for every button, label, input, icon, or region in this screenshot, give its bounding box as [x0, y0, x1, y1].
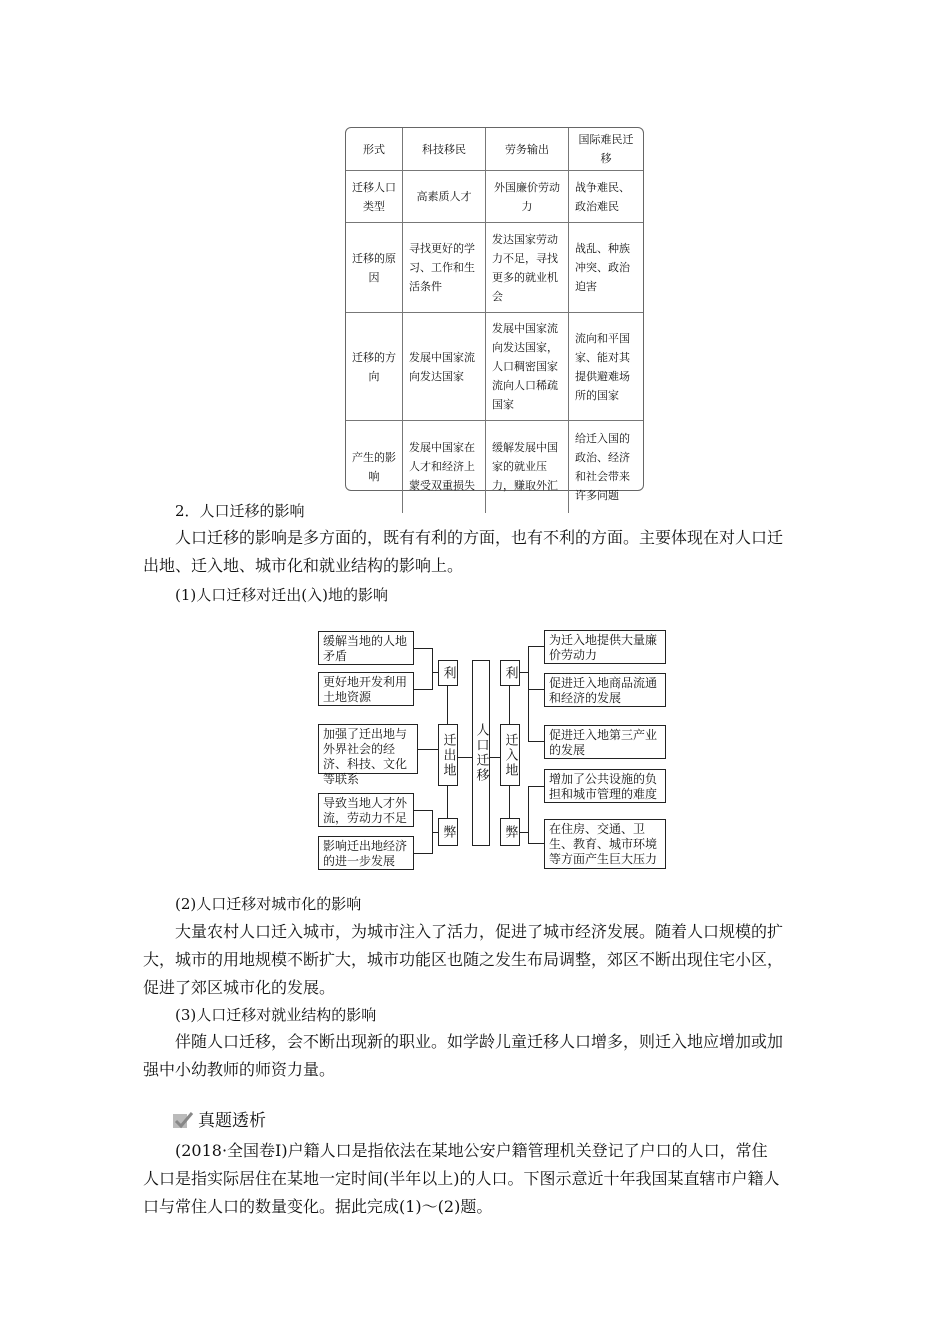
table-cell: 战乱、种族冲突、政治迫害 [569, 223, 644, 313]
paragraph-line: 大，城市的用地规模不断扩大，城市功能区也随之发生布局调整，郊区不断出现住宅小区， [143, 950, 784, 969]
diagram-box: 加强了迁出地与外界社会的经济、科技、文化等联系 [318, 724, 418, 774]
diagram-box: 影响迁出地经济的进一步发展 [318, 836, 414, 870]
table-cell: 流向和平国家、能对其提供避难场所的国家 [569, 313, 644, 421]
paragraph-line: 大量农村人口迁入城市，为城市注入了活力，促进了城市经济发展。随着人口规模的扩 [175, 922, 784, 941]
section-heading: 2．人口迁移的影响 [175, 502, 305, 520]
table-row [346, 421, 643, 513]
subheading: (3)人口迁移对就业结构的影响 [175, 1006, 377, 1024]
table-cell: 缓解发展中国家的就业压力，赚取外汇 [486, 421, 569, 513]
diagram-label-in: 迁入地 [500, 724, 520, 786]
paragraph-line: 促进了郊区城市化的发展。 [143, 978, 336, 997]
paragraph-line: (2018·全国卷Ⅰ)户籍人口是指依法在某地公安户籍管理机关登记了户口的人口，常住 [175, 1141, 768, 1160]
paragraph-line: 出地、迁入地、城市化和就业结构的影响上。 [143, 556, 464, 575]
table-cell: 迁移的原因 [346, 223, 403, 313]
diagram-box: 促进迁入地第三产业的发展 [544, 725, 666, 759]
table-header-cell: 国际难民迁移 [569, 128, 644, 171]
paragraph-line: 人口迁移的影响是多方面的，既有有利的方面，也有不利的方面。主要体现在对人口迁 [175, 528, 784, 547]
paragraph-line: 强中小幼教师的师资力量。 [143, 1060, 336, 1079]
diagram-label-bi-right: 弊 [500, 818, 520, 846]
table-cell: 寻找更好的学习、工作和生活条件 [403, 223, 486, 313]
diagram-box: 促进迁入地商品流通和经济的发展 [544, 673, 666, 707]
table-header-cell: 科技移民 [403, 128, 486, 171]
paragraph-line: 人口是指实际居住在某地一定时间(半年以上)的人口。下图示意近十年我国某直辖市户籍人 [143, 1169, 780, 1188]
diagram-label-out: 迁出地 [438, 724, 458, 786]
diagram-box: 在住房、交通、卫生、教育、城市环境等方面产生巨大压力 [544, 819, 666, 869]
diagram-box: 更好地开发利用土地资源 [318, 672, 414, 706]
diagram-box: 增加了公共设施的负担和城市管理的难度 [544, 769, 666, 803]
paragraph-line: 口与常住人口的数量变化。据此完成(1)～(2)题。 [143, 1197, 493, 1216]
table-header-row [346, 128, 643, 171]
section-title: 真题透析 [198, 1111, 266, 1131]
diagram-box: 为迁入地提供大量廉价劳动力 [544, 630, 666, 664]
table-cell: 产生的影响 [346, 421, 403, 513]
table-cell: 迁移的方向 [346, 313, 403, 421]
table-cell: 外国廉价劳动力 [486, 171, 569, 223]
table-cell: 迁移人口类型 [346, 171, 403, 223]
table-cell: 战争难民、政治难民 [569, 171, 644, 223]
table-header-cell: 劳务输出 [486, 128, 569, 171]
table-row [346, 223, 643, 313]
table-cell: 发达国家劳动力不足，寻找更多的就业机会 [486, 223, 569, 313]
table-cell: 发展中国家在人才和经济上蒙受双重损失 [403, 421, 486, 513]
diagram-box: 导致当地人才外流，劳动力不足 [318, 793, 414, 827]
subheading: (2)人口迁移对城市化的影响 [175, 895, 362, 913]
diagram-box: 缓解当地的人地矛盾 [318, 631, 414, 665]
table-cell: 给迁入国的政治、经济和社会带来许多问题 [569, 421, 644, 513]
diagram-label-li-right: 利 [500, 660, 520, 686]
table-row [346, 171, 643, 223]
diagram-label-li-left: 利 [438, 660, 458, 686]
table-cell: 发展中国家流向发达国家 [403, 313, 486, 421]
diagram-center: 人口迁移 [472, 660, 490, 846]
check-icon [172, 1110, 194, 1132]
paragraph-line: 伴随人口迁移，会不断出现新的职业。如学龄儿童迁移人口增多，则迁入地应增加或加 [175, 1032, 784, 1051]
subheading: (1)人口迁移对迁出(入)地的影响 [175, 586, 388, 604]
migration-forms-table [345, 127, 644, 502]
diagram-label-bi-left: 弊 [438, 818, 458, 846]
table-cell: 发展中国家流向发达国家，人口稠密国家流向人口稀疏国家 [486, 313, 569, 421]
table-cell: 高素质人才 [403, 171, 486, 223]
table-row [346, 313, 643, 421]
table-header-cell: 形式 [346, 128, 403, 171]
